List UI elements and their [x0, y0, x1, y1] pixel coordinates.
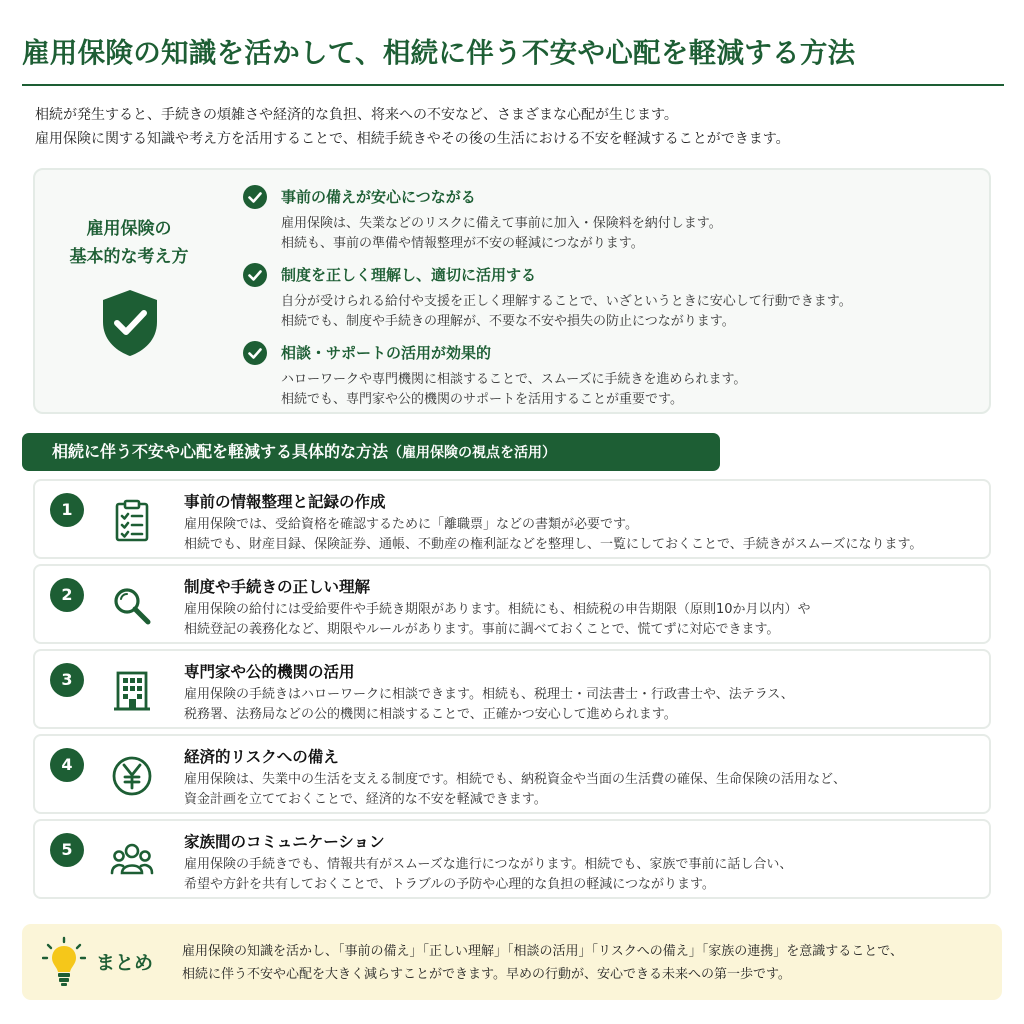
method-card	[33, 479, 991, 559]
section-subtitle: （雇用保険の視点を活用）	[388, 445, 557, 461]
method-line: 雇用保険は、失業中の生活を支える制度です。相続でも、納税資金や当面の生活費の確保、生命保険の活用など、	[184, 772, 846, 787]
summary-text	[182, 940, 997, 986]
method-body	[184, 770, 846, 810]
method-line: 雇用保険の手続きでも、情報共有がスムーズな進行につながります。相続でも、家族で事前に話し合い、	[184, 857, 793, 872]
basics-point-heading: 事前の備えが安心につながる	[281, 188, 476, 206]
title-divider	[22, 84, 1004, 86]
basics-point-line: 相続でも、専門家や公的機関のサポートを活用することが重要です。	[281, 392, 683, 407]
check-circle-icon	[243, 185, 267, 209]
method-line: 雇用保険の給付には受給要件や手続き期限があります。相続にも、相続税の申告期限（原則10か月以内）や	[184, 602, 811, 617]
method-card	[33, 649, 991, 729]
intro-line: 雇用保険に関する知識や考え方を活用することで、相続手続きやその後の生活における不安を軽減することができます。	[35, 131, 790, 147]
basics-panel	[33, 168, 991, 414]
yen-coin-icon	[110, 754, 154, 798]
basics-point-body	[281, 214, 722, 254]
method-heading: 事前の情報整理と記録の作成	[184, 493, 386, 511]
intro-line: 相続が発生すると、手続きの煩雑さや経済的な負担、将来への不安など、さまざまな心配が生じます。	[35, 107, 678, 123]
method-line: 雇用保険の手続きはハローワークに相談できます。相続も、税理士・司法書士・行政書士や、法テラス、	[184, 687, 794, 702]
shield-check-icon	[99, 288, 161, 358]
method-number: 4	[50, 748, 84, 782]
method-number: 2	[50, 578, 84, 612]
method-line: 相続でも、財産目録、保険証券、通帳、不動産の権利証などを整理し、一覧にしておくことで、手続きがスムーズになります。	[184, 537, 923, 552]
section-title: 相続に伴う不安や心配を軽減する具体的な方法	[52, 442, 389, 461]
basics-point-line: 相続も、事前の準備や情報整理が不安の軽減につながります。	[281, 236, 644, 251]
method-card	[33, 734, 991, 814]
basics-point-line: 自分が受けられる給付や支援を正しく理解することで、いざというときに安心して行動できます。	[281, 294, 852, 309]
method-line: 相続登記の義務化など、期限やルールがあります。事前に調べておくことで、慌てずに対応できます。	[184, 622, 780, 637]
basics-point-heading: 制度を正しく理解し、適切に活用する	[281, 266, 537, 284]
method-line: 資金計画を立てておくことで、経済的な不安を軽減できます。	[184, 792, 547, 807]
magnifier-icon	[110, 584, 154, 628]
method-heading: 専門家や公的機関の活用	[184, 663, 355, 681]
basics-point-line: 相続でも、制度や手続きの理解が、不要な不安や損失の防止につながります。	[281, 314, 735, 329]
method-body	[184, 515, 922, 555]
method-heading: 家族間のコミュニケーション	[184, 833, 385, 851]
section-header	[22, 433, 720, 471]
summary-line: 相続に伴う不安や心配を大きく減らすことができます。早めの行動が、安心できる未来への第一歩です。	[182, 967, 791, 982]
family-group-icon	[110, 839, 154, 883]
check-circle-icon	[243, 263, 267, 287]
method-body	[184, 855, 792, 895]
summary-box	[22, 924, 1002, 1000]
basics-point	[243, 184, 983, 262]
check-circle-icon	[243, 341, 267, 365]
basics-label	[59, 215, 199, 271]
basics-point	[243, 262, 983, 340]
intro-text	[35, 103, 1005, 151]
clipboard-checklist-icon	[110, 499, 154, 543]
lightbulb-icon	[42, 936, 86, 988]
method-body	[184, 600, 811, 640]
method-body	[184, 685, 794, 725]
basics-points	[243, 184, 983, 418]
basics-point-body	[281, 292, 852, 332]
summary-label: まとめ	[96, 952, 154, 974]
building-icon	[110, 669, 154, 713]
basics-label-line: 基本的な考え方	[69, 247, 189, 267]
summary-line: 雇用保険の知識を活かし、「事前の備え」「正しい理解」「相談の活用」「リスクへの備え」「家族の連携」を意識することで、	[182, 944, 903, 959]
method-line: 希望や方針を共有しておくことで、トラブルの予防や心理的な負担の軽減につながります。	[184, 877, 715, 892]
method-list	[33, 479, 991, 904]
basics-point-line: 雇用保険は、失業などのリスクに備えて事前に加入・保険料を納付します。	[281, 216, 722, 231]
method-number: 3	[50, 663, 84, 697]
basics-point	[243, 340, 983, 418]
method-heading: 経済的リスクへの備え	[184, 748, 339, 766]
page-title: 雇用保険の知識を活かして、相続に伴う不安や心配を軽減する方法	[22, 37, 856, 69]
method-line: 雇用保険では、受給資格を確認するために「離職票」などの書類が必要です。	[184, 517, 638, 532]
method-heading: 制度や手続きの正しい理解	[184, 578, 371, 596]
method-number: 1	[50, 493, 84, 527]
method-line: 税務署、法務局などの公的機関に相談することで、正確かつ安心して進められます。	[184, 707, 677, 722]
basics-point-body	[281, 370, 746, 410]
basics-point-heading: 相談・サポートの活用が効果的	[281, 344, 492, 362]
basics-label-line: 雇用保険の	[86, 219, 172, 239]
basics-point-line: ハローワークや専門機関に相談することで、スムーズに手続きを進められます。	[281, 372, 747, 387]
method-number: 5	[50, 833, 84, 867]
method-card	[33, 819, 991, 899]
method-card	[33, 564, 991, 644]
